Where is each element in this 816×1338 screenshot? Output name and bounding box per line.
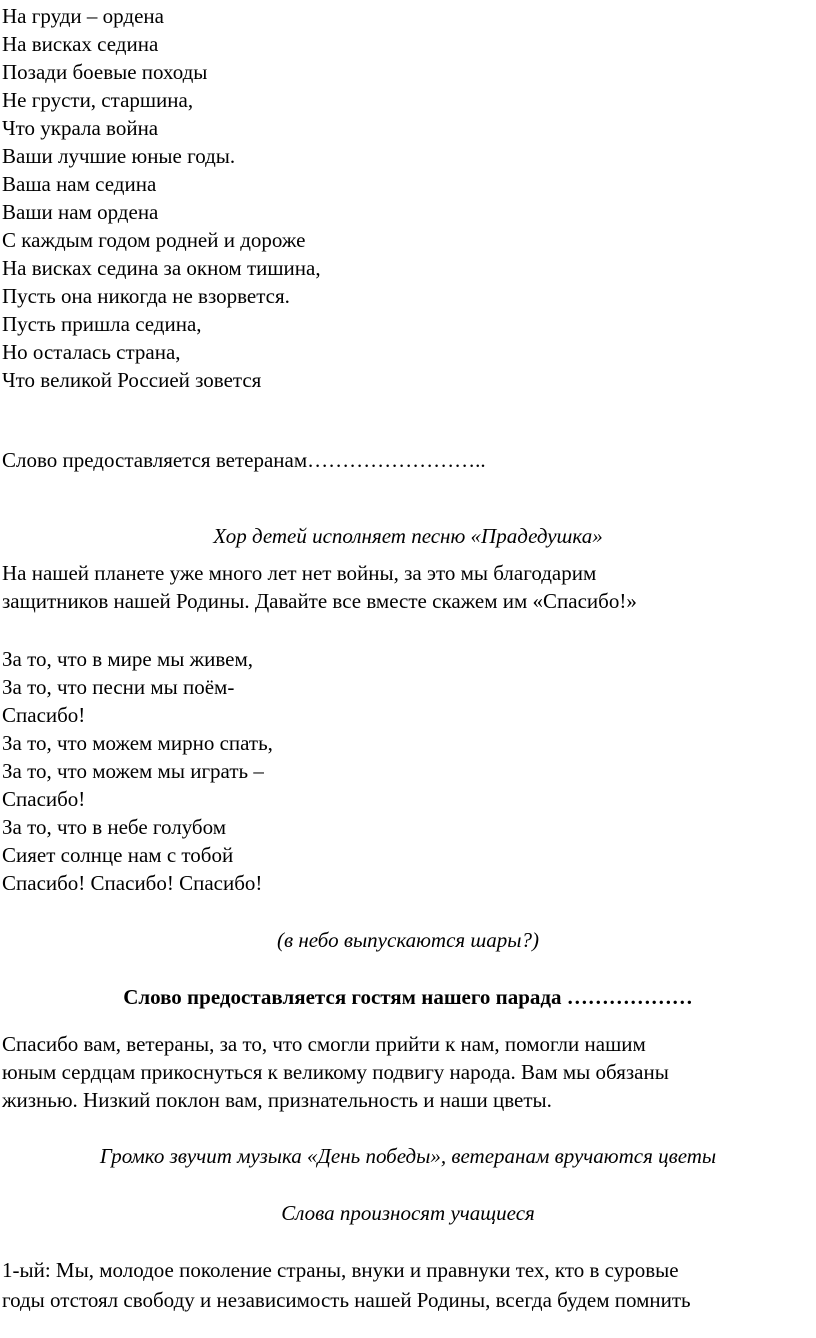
poem-line: Ваши нам ордена [2,200,159,224]
thanks-poem-line: Сияет солнце нам с тобой [2,843,234,867]
thanks-poem-line: Спасибо! [2,787,86,811]
thanks-poem-line: За то, что в мире мы живем, [2,647,254,671]
poem-line: Что украла война [2,116,159,140]
students-stage-direction: Слова произносят учащиеся [281,1201,535,1225]
thanks-poem-line: За то, что можем мирно спать, [2,731,273,755]
poem-line: Не грусти, старшина, [2,88,194,112]
poem-line: На висках седина [2,32,159,56]
poem-line: На груди – ордена [2,4,164,28]
poem-line: Но осталась страна, [2,340,181,364]
thanks-poem-line: За то, что песни мы поём- [2,675,235,699]
gratitude-line: жизнью. Низкий поклон вам, признательность и наши цветы. [2,1088,552,1112]
thanks-poem-line: Спасибо! [2,703,86,727]
thanks-intro-line: На нашей планете уже много лет нет войны, за это мы благодарим [2,561,597,585]
thanks-poem-line: Спасибо! Спасибо! Спасибо! [2,871,263,895]
gratitude-line: Спасибо вам, ветераны, за то, что смогли прийти к нам, помогли нашим [2,1032,646,1056]
balloons-stage-direction: (в небо выпускаются шары?) [276,928,539,952]
poem-line: Позади боевые походы [2,60,208,84]
poem-line: Пусть пришла седина, [2,312,202,336]
thanks-intro-line: защитников нашей Родины. Давайте все вместе скажем им «Спасибо!» [2,589,637,613]
veterans-word-line: Слово предоставляется ветеранам…………………….. [2,448,486,472]
first-speaker-line: годы отстоял свободу и независимость нашей Родины, всегда будем помнить [2,1288,691,1312]
thanks-poem-line: За то, что можем мы играть – [2,759,264,783]
gratitude-line: юным сердцам прикоснуться к великому подвигу народа. Вам мы обязаны [2,1060,669,1084]
music-stage-direction: Громко звучит музыка «День победы», ветеранам вручаются цветы [99,1144,717,1168]
poem-line: Ваши лучшие юные годы. [2,144,236,168]
first-speaker-line: 1-ый: Мы, молодое поколение страны, внуки и правнуки тех, кто в суровые [2,1258,679,1282]
poem-line: Пусть она никогда не взорвется. [2,284,290,308]
poem-line: С каждым годом родней и дороже [2,228,306,252]
poem-line: Что великой Россией зовется [2,368,262,392]
thanks-poem-line: За то, что в небе голубом [2,815,226,839]
guests-word-heading: Слово предоставляется гостям нашего парада ……………… [123,985,693,1009]
poem-line: Ваша нам седина [2,172,157,196]
choir-stage-direction: Хор детей исполняет песню «Прадедушка» [213,524,603,548]
poem-line: На висках седина за окном тишина, [2,256,321,280]
